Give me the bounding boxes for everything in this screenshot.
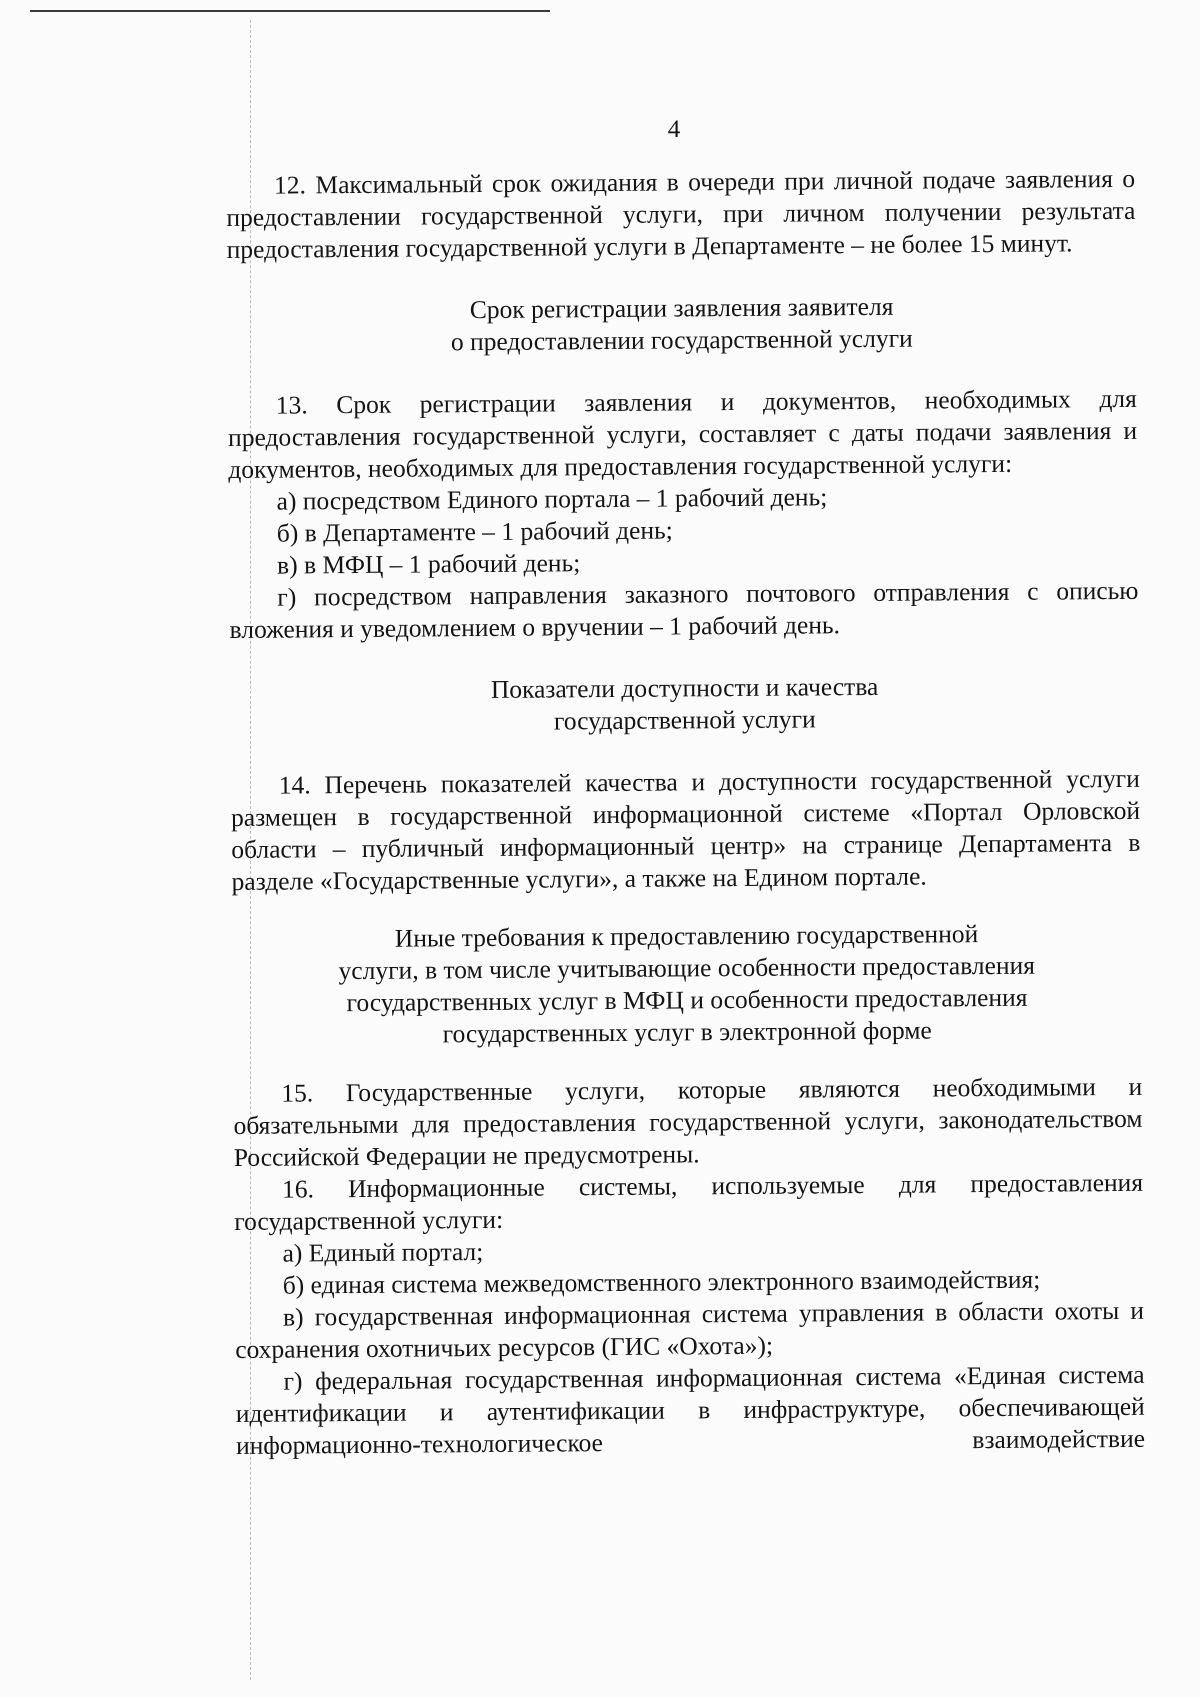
paragraph-16-c: в) государственная информационная система управления в области охоты и сохранения охотничьих ресурсов (ГИС «Охота»); [235, 1295, 1145, 1364]
paragraph-12: 12. Максимальный срок ожидания в очереди при личной подаче заявления о предоставлении государственной услуги, при личном получении результата предоставления государственной услуги в Департаменте – не более 15 минут. [226, 163, 1136, 264]
paragraph-16: 16. Информационные системы, используемые для предоставления государственной услуги: [234, 1167, 1144, 1236]
paragraph-14: 14. Перечень показателей качества и доступности государственной услуги размещен в государственной информационной системе «Портал Орловской области – публичный информационный центр» на странице Департамента в разделе «Государственные услуги», а также на Едином портале. [230, 763, 1141, 896]
paragraph-16-b: б) единая система межведомственного электронного взаимодействия; [282, 1264, 1041, 1300]
heading-other-requirements-line-1: Иные требования к предоставлению государственной [394, 919, 979, 953]
heading-other-requirements-line-3: государственных услуг в МФЦ и особенности предоставления [346, 982, 1028, 1018]
paragraph-15: 15. Государственные услуги, которые являются необходимыми и обязательными для предоставления государственной услуги, законодательством Российской Федерации не предусмотрены. [233, 1071, 1143, 1172]
document-body [226, 163, 1145, 1462]
heading-other-requirements-line-2: услуги, в том числе учитывающие особенности предоставления [338, 950, 1036, 986]
paragraph-13-c: в) в МФЦ – 1 рабочий день; [276, 548, 581, 580]
paragraph-13: 13. Срок регистрации заявления и документов, необходимых для предоставления государственной услуги, составляет с даты подачи заявления и документов, необходимых для предоставления государственной услуги: [227, 383, 1138, 484]
paragraph-13-a: а) посредством Единого портала – 1 рабочий день; [276, 482, 828, 516]
heading-other-requirements-line-4: государственных услуг в электронной форме [442, 1015, 932, 1049]
paragraph-13-b: б) в Департаменте – 1 рабочий день; [276, 515, 673, 548]
heading-registration-line-1: Срок регистрации заявления заявителя [469, 291, 894, 325]
paragraph-13-d: г) посредством направления заказного почтового отправления с описью вложения и уведомлением о вручении – 1 рабочий день. [229, 575, 1139, 644]
scan-top-rule [30, 10, 550, 12]
heading-quality-line-2: государственной услуги [553, 704, 816, 736]
heading-registration-line-2: о предоставлении государственной услуги [450, 323, 913, 357]
heading-quality-line-1: Показатели доступности и качества [490, 671, 879, 704]
paragraph-16-a: а) Единый портал; [282, 1237, 484, 1268]
paragraph-16-d: г) федеральная государственная информационная система «Единая система идентификации и аутентификации в инфраструктуре, обеспечивающей информационно-технологическое взаимодействие [235, 1359, 1146, 1460]
page-number: 4 [667, 116, 681, 143]
